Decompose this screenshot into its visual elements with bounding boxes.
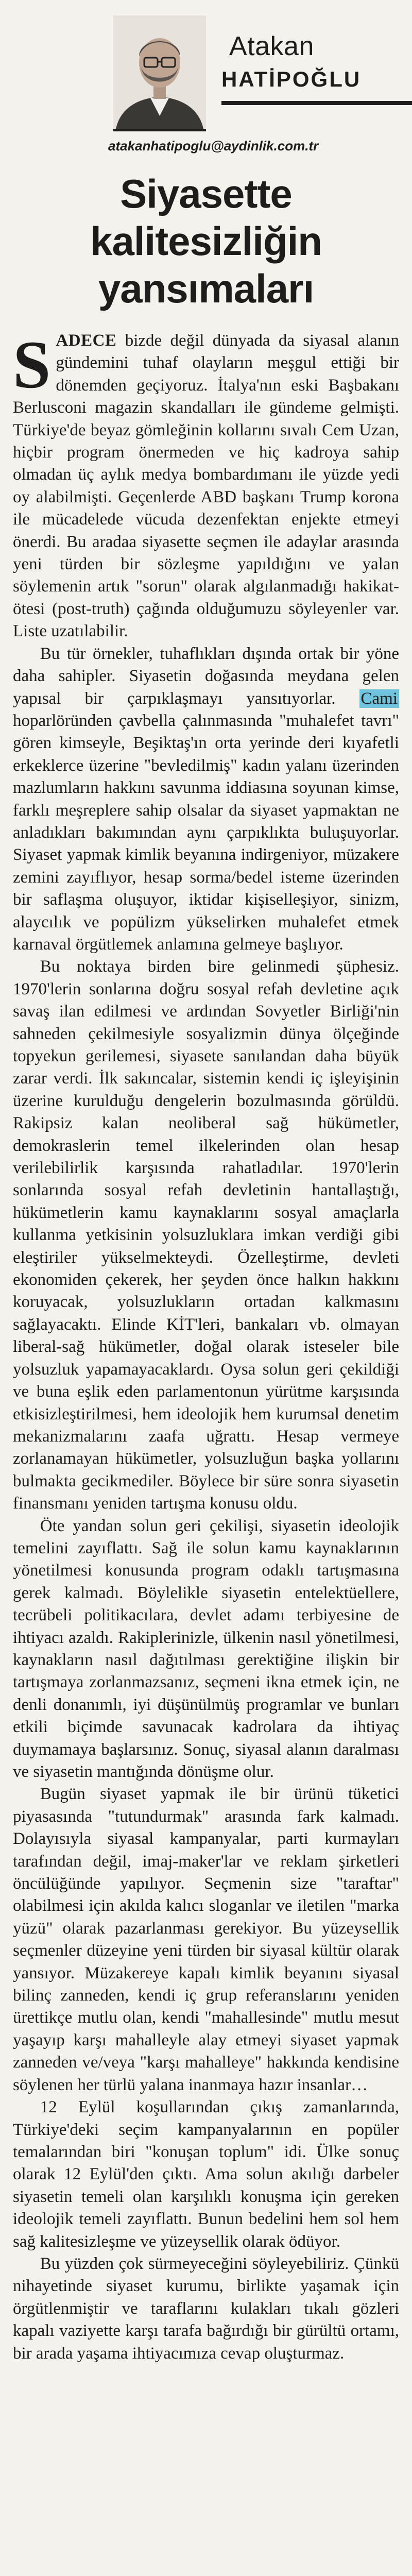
paragraph: Bu noktaya birden bire gelinmedi şüphesiz. 1970'lerin sonlarına doğru sosyal refah devletine açık savaş ilan edilmesi ve ardından Sovyetler Birliği'nin sahneden çekilmesiyle sosyalizmin dünya ölçeğinde topyekun gerilemesi, siyasete sanılandan daha büyük zarar verdi. İlk sakıncalar, sistemin kendi iç işleyişinin üzerine kurulduğu dengelerin bozulmasında görüldü. Rakipsiz kalan neoliberal sağ hükümetler, demokraslerin temel ilkelerinden olan hesap verilebilirlik karşısında rahatladılar. 1970'lerin sonlarında sosyal refah devletinin hantallaştığı, hükümetlerin kamu kaynaklarını sosyal amaçlarla kullanma yetkisinin yolsuzluklara imkan verdiği gibi eleştiriler yükselmekteydi. Özelleştirme, devleti ekonomiden çekerek, her şeyden önce halkın hakkını koruyacak, yolsuzlukların ortadan kalkmasını sağlayacaktı. Elinde KİT'leri, bankaları vb. olmayan liberal-sağ hükümetler, doğal olarak isteseler bile yolsuzluk yapamayacaklardı. Oysa solun geri çekildiği ve buna eşlik eden parlamentonun yürütme karşısında etkisizleştirilmesi, hem ideolojik hem kurumsal denetim mekanizmalarını zaafa uğrattı. Hesap vermeye zorlanamayan hükümetler, yolsuzluğun başka yollarını bulmakta gecikmediler. Böylece bir süre sonra siyasetin finansmanı yeniden tartışma konusu oldu. <box>13 957 399 1513</box>
paragraph: Bu tür örnekler, tuhaflıkları dışında ortak bir yöne daha sahipler. Siyasetin doğasında meydana gelen yapısal bir çarpıklaşmayı yansıtıyorlar. Cami hoparlöründen çavbella çalınmasında "muhalefet tavrı" gören kimseyle, Beşiktaş'ın orta yerinde deri kıyafetli erkeklerce üzerine "bevledilmiş" kadın yalanı üzerinden mazlumların hakkını savunma iddiasına soyunan kimse, farklı meşreplere sahip olsalar da siyaset yapmaktan ne anladıkları bakımından aynı çarpıklıkta buluşuyorlar. Siyaset yapmak kimlik beyanına indirgeniyor, müzakere zemini zayıflıyor, hesap sorma/bedel isteme üzerinden bir saflaşma oluşuyor, iktidar kişiselleşiyor, sinizm, alaycılık ve popülizm yükselirken muhalefet etmek karnaval örgütlemek anlamına gelmeye başlıyor. <box>13 644 399 954</box>
author-first-name: Atakan <box>229 31 314 61</box>
title-line: Siyasette <box>120 171 292 216</box>
title-line: yansımaları <box>98 266 314 311</box>
article-body <box>13 330 399 2576</box>
author-last-name: HATİPOĞLU <box>221 67 362 91</box>
paragraph: 12 Eylül koşullarından çıkış zamanlarında, Türkiye'deki seçim kampanyalarının en popüler temalarından biri "konuşan toplum" idi. Ülke sonuç olarak 12 Eylül'den çıktı. Ama solun akılığı darbeler siyasetin temeli olan karşılıklı konuşma için gereken ideolojik temeli zayıflattı. Bunun bedelini hem sol hem sağ kalitesizleşme ve yüzeysellik olarak ödüyor. <box>13 2098 399 2251</box>
title-line: kalitesizliğin <box>90 218 322 264</box>
paragraph: Öte yandan solun geri çekilişi, siyasetin ideolojik temelini zayıflattı. Sağ ile solun kamu kaynaklarının yönetilmesi konusunda program odaklı tartışmasına gerek kalmadı. Böylelikle siyasetin entelektüellere, tecrübeli politikacılara, devlet adamı terbiyesine de ihtiyacı azaldı. Rakiplerinizle, ülkenin nasıl yönetilmesi, kaynakların nasıl dağıtılması gerektiğine ilişkin bir tartışmaya zorlanmazsanız, seçmeni ikna etmek için, ne denli donanımlı, iyi düşünülmüş programlar ve bunları etkili biçimde savunacak kadrolara da ihtiyaç duymamaya başlarsınız. Sonuç, siyasal alanın daralması ve siyasetin mantığında dönüşme olur. <box>13 1516 399 1781</box>
lead-paragraph <box>13 330 399 643</box>
author-email: atakanhatipoglu@aydinlik.com.tr <box>108 138 319 154</box>
paragraph: Bugün siyaset yapmak ile bir ürünü tüketici piyasasında "tutundurmak" arasında fark kalmadı. Dolayısıyla siyasal kampanyalar, parti kurmayları tarafından değil, imaj-maker'lar ve reklam şirketleri öncülüğünde yapılıyor. Seçmenin size "taraftar" olabilmesi için akılda kalıcı sloganlar ve iletilen "marka yüzü" olarak pazarlanması gerekiyor. Bu yüzeysellik seçmenler düzeyine yeni türden bir siyasal kültür olarak yansıyor. Müzakereye kapalı kimlik beyanını siyasal bilinç zanneden, kendi iç grup referanslarını yeniden ürettikçe mutlu olan, kendi "mahallesinde" mutlu mesut yaşayıp karşı mahalleyle alay etmeyi siyaset yapmak zanneden ve/veya "karşı mahalleye" hakkında kendisine söylenen her türlü yalana inanmaya hazır insanlar… <box>13 1785 399 2094</box>
divider <box>221 101 412 105</box>
lead-word: ADECE <box>56 331 117 350</box>
drop-cap: S <box>13 330 51 402</box>
paragraph: Bu yüzden çok sürmeyeceğini söyleyebiliriz. Çünkü nihayetinde siyaset kurumu, birlikte yaşamak için örgütlenmiştir ve taraflarını kulakları tıkalı gözleri kapalı vaziyette karşı tarafa bağırdığı bir gürültü ortamı, bir arada yaşama ihtiyacımıza cevap oluşturmaz. <box>13 2254 399 2363</box>
author-header <box>0 0 412 155</box>
author-portrait-icon <box>113 15 206 129</box>
article-title <box>0 170 412 312</box>
lead-text: bizde değil dünyada da siyasal alanın gündemini tuhaf olayların meşgul ettiği bir dönemden geçiyoruz. İtalya'nın eski Başbakanı Berlusconi magazin skandalları ile gündeme gelmişti. Türkiye'de beyaz gömleğinin kollarını sıvalı Cem Uzan, hiçbir program önermeden ve hiç kadroya sahip olmadan üç aylık medya bombardımanı ile yüzde yedi oy alabilmişti. Geçenlerde ABD başkanı Trump korona ile mücadelede vücuda dezenfektan enjekte etmeyi önerdi. Bu aradaa siyasette seçmen ile adaylar arasında yeni türden bir sözleşme yapıldığını ve yalan söylemenin artık "sorun" olarak algılanmadığı hakikat-ötesi (post-truth) çağında olduğumuzu söyleyenler var. Liste uzatılabilir. <box>13 331 399 641</box>
highlighted-word: Cami <box>359 689 400 708</box>
author-photo <box>113 15 206 131</box>
